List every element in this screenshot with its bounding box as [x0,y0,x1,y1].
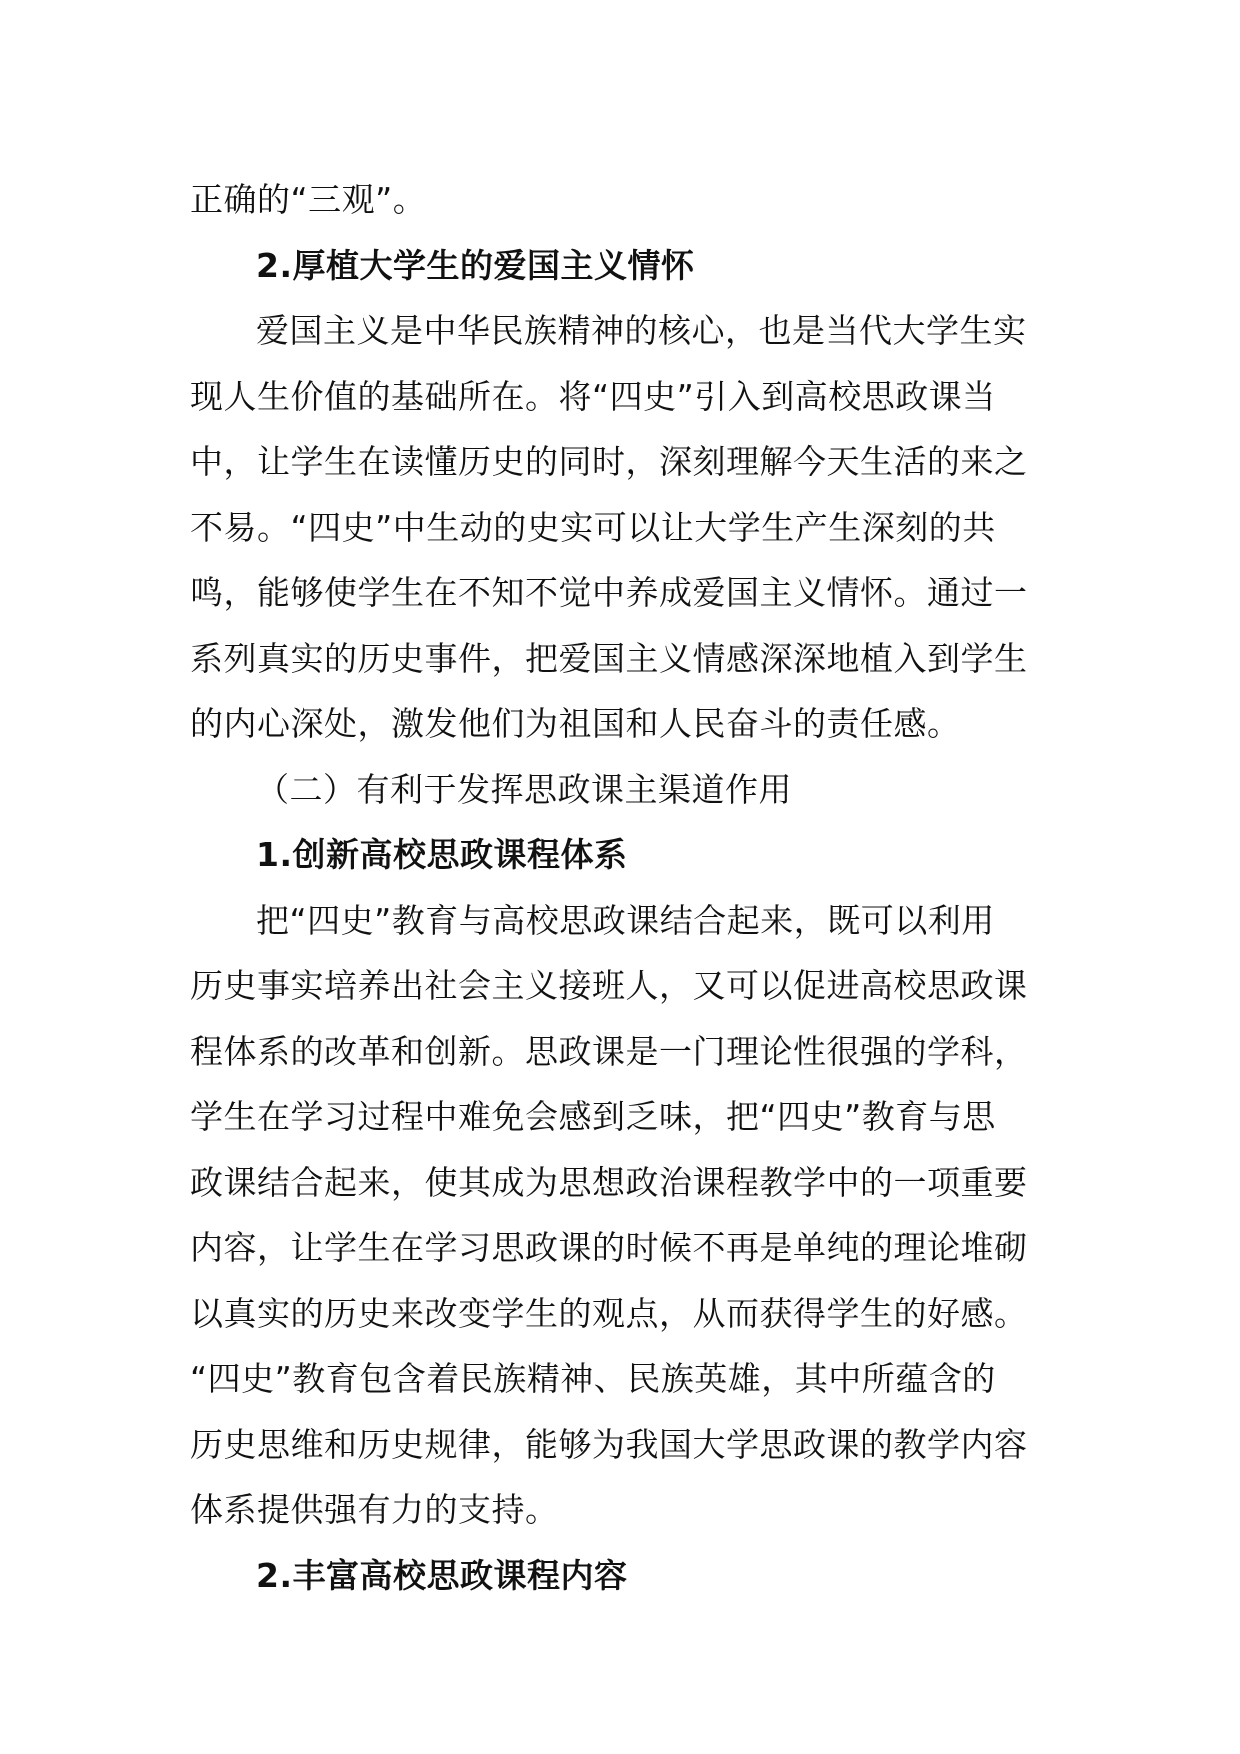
paragraph-line: 爱国主义是中华民族精神的核心，也是当代大学生实 [256,311,1027,350]
paragraph-line: 正确的“三观”。 [190,180,427,219]
section-heading: 2.厚植大学生的爱国主义情怀 [256,245,695,285]
subsection-title: （二）有利于发挥思政课主渠道作用 [256,769,792,809]
paragraph-line: 把“四史”教育与高校思政课结合起来，既可以利用 [256,900,995,940]
paragraph-line: 不易。“四史”中生动的史实可以让大学生产生深刻的共 [190,507,996,547]
paragraph-line: 的内心深处，激发他们为祖国和人民奋斗的责任感。 [190,704,961,743]
paragraph-line: 历史思维和历史规律，能够为我国大学思政课的教学内容 [190,1424,1028,1464]
paragraph-line: 程体系的改革和创新。思政课是一门理论性很强的学科， [190,1031,1028,1071]
section-heading: 2.丰富高校思政课程内容 [256,1555,628,1595]
paragraph-line: 内容，让学生在学习思政课的时候不再是单纯的理论堆砌 [190,1228,1028,1267]
paragraph-line: 学生在学习过程中难免会感到乏味，把“四史”教育与思 [190,1097,996,1136]
paragraph-line: 系列真实的历史事件，把爱国主义情感深深地植入到学生 [190,638,1028,678]
paragraph-line: “四史”教育包含着民族精神、民族英雄，其中所蕴含的 [190,1359,996,1398]
paragraph-line: 政课结合起来，使其成为思想政治课程教学中的一项重要 [190,1162,1028,1202]
paragraph-line: 中，让学生在读懂历史的同时，深刻理解今天生活的来之 [190,442,1028,481]
paragraph-line: 鸣，能够使学生在不知不觉中养成爱国主义情怀。通过一 [190,573,1028,612]
paragraph-line: 历史事实培养出社会主义接班人，又可以促进高校思政课 [190,966,1028,1005]
section-heading: 1.创新高校思政课程体系 [256,835,628,874]
document-body [190,167,1056,1608]
paragraph-line: 体系提供强有力的支持。 [190,1490,559,1529]
paragraph-line: 以真实的历史来改变学生的观点，从而获得学生的好感。 [190,1293,1028,1333]
paragraph-line: 现人生价值的基础所在。将“四史”引入到高校思政课当 [190,376,996,416]
